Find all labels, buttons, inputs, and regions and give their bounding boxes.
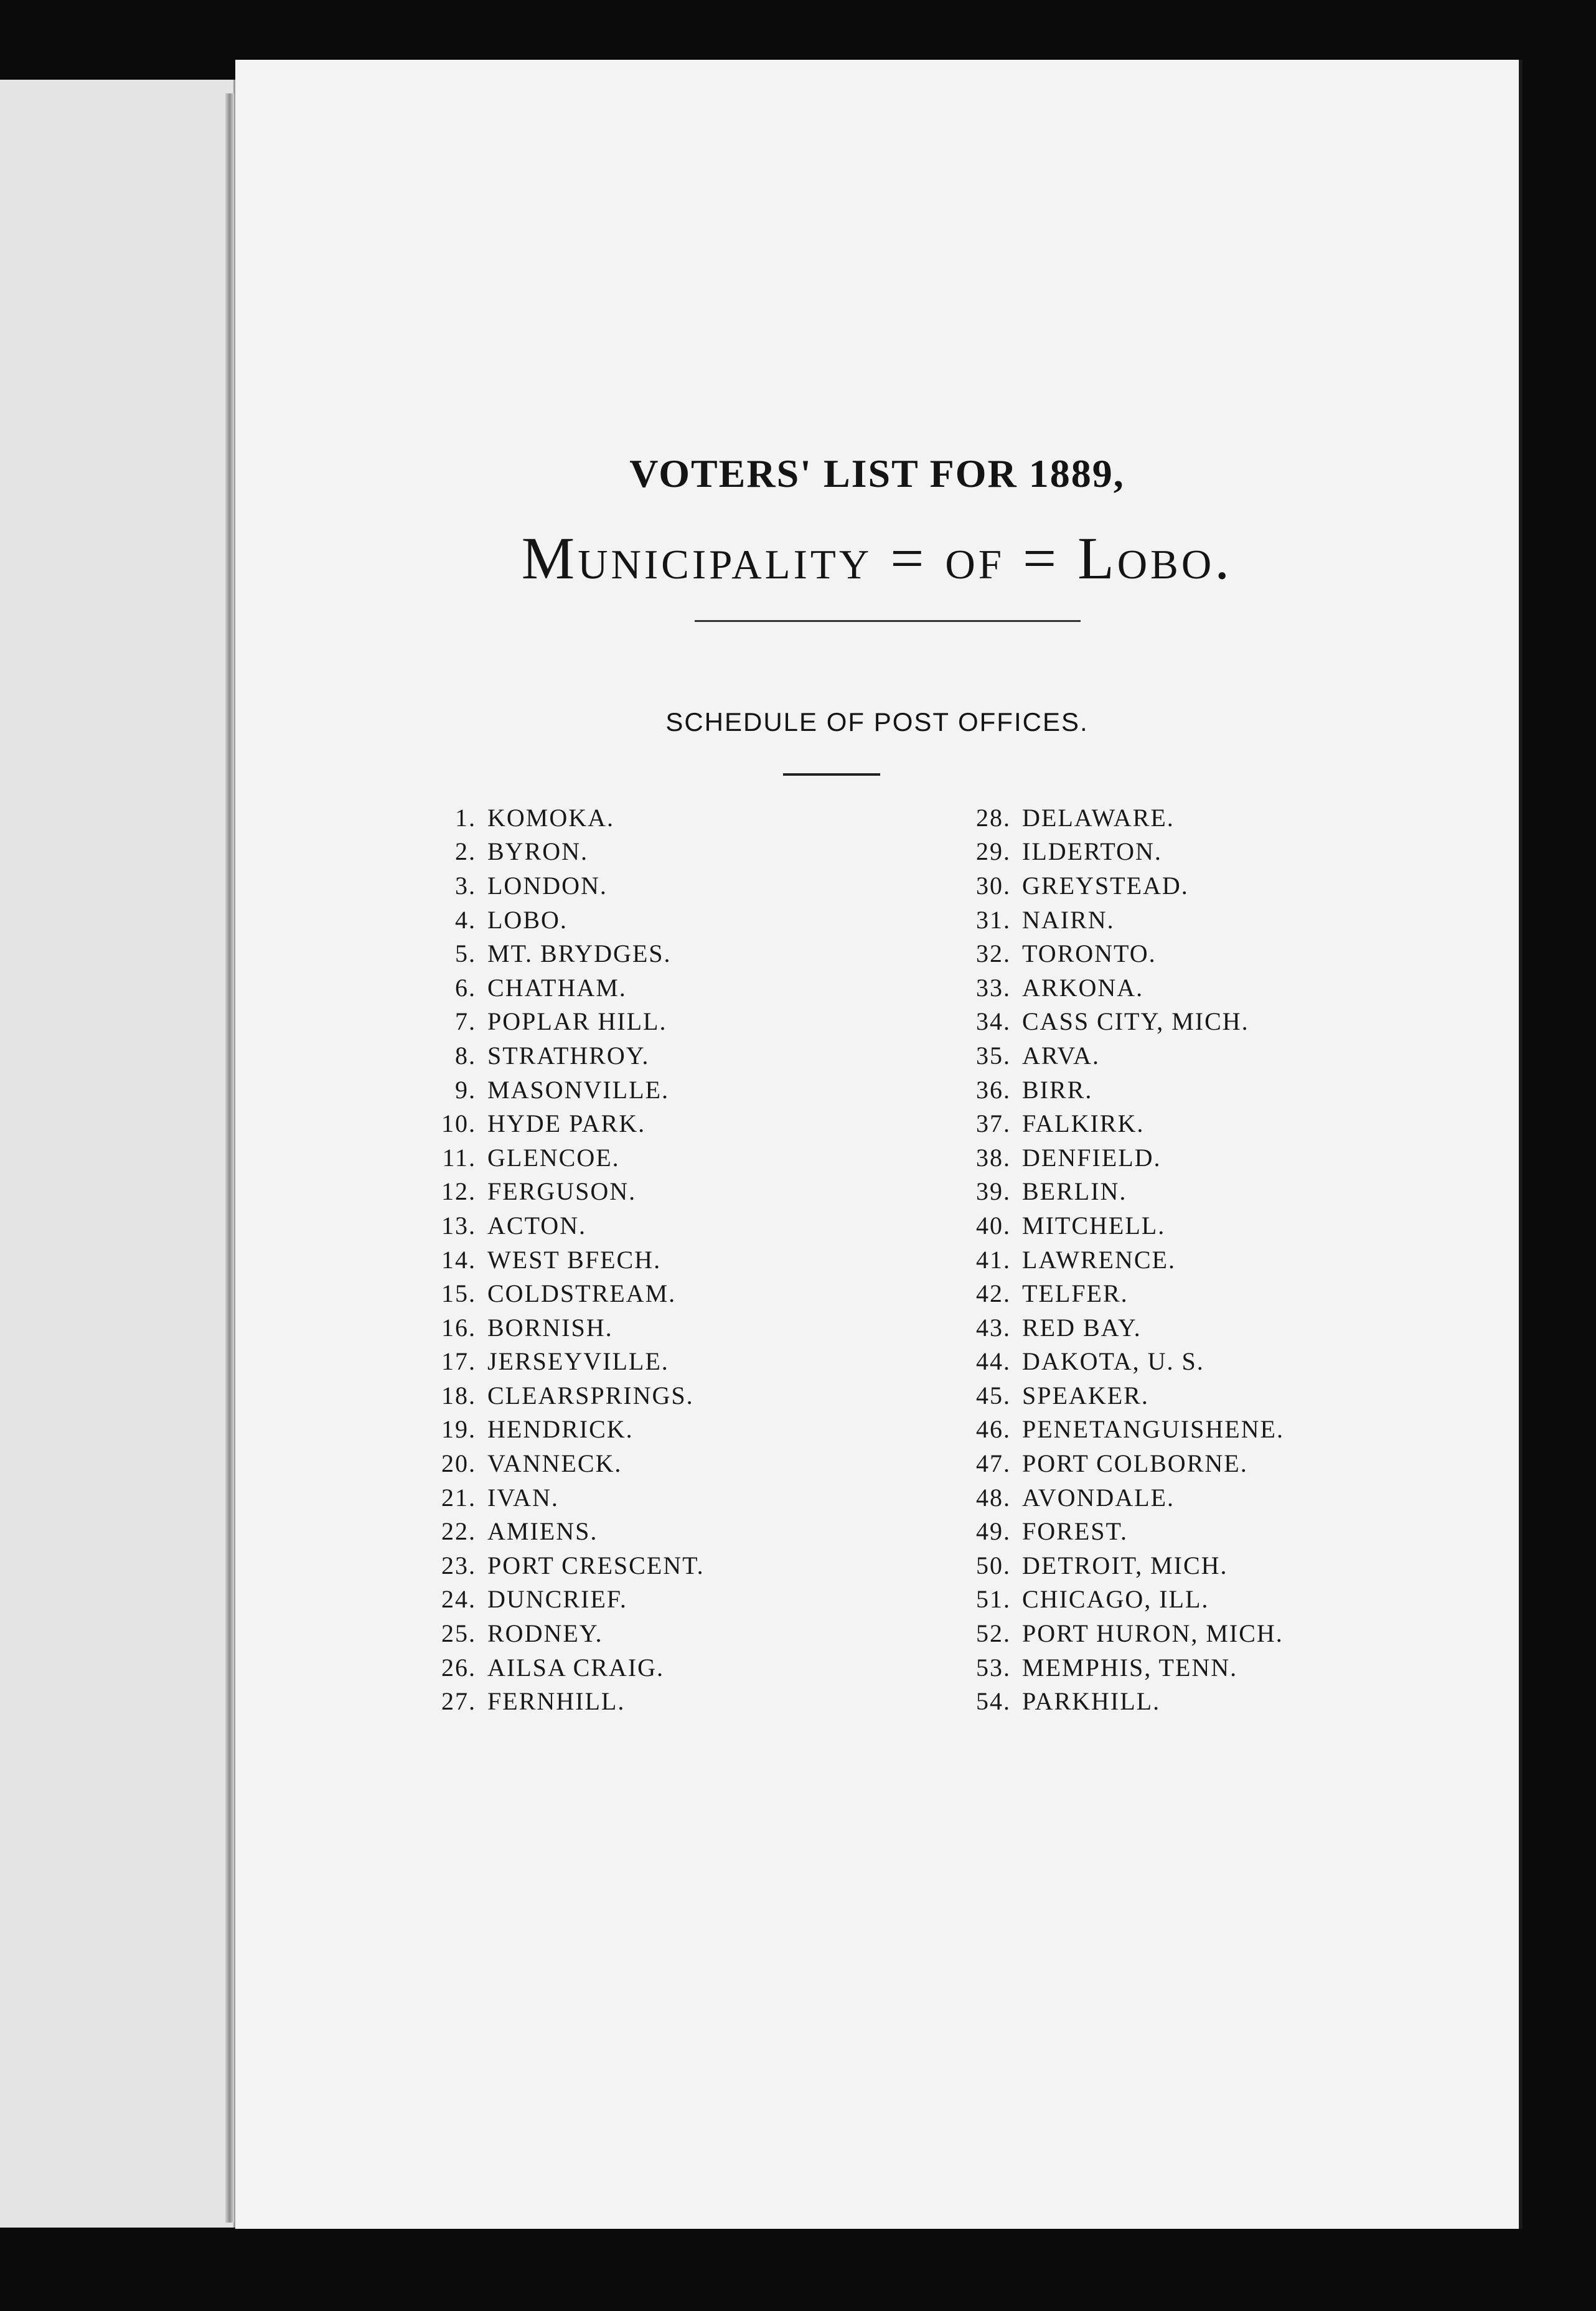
subtitle-rule [783,773,880,776]
post-office-name: NAIRN. [1022,905,1115,934]
post-office-number: 31. [976,905,1011,934]
post-office-number: 10. [441,1109,476,1138]
post-office-name: DETROIT, MICH. [1022,1551,1228,1579]
post-office-name: CLEARSPRINGS. [487,1381,694,1410]
post-office-item [425,1208,705,1243]
post-office-name: PARKHILL. [1022,1687,1161,1716]
post-office-number: 23. [441,1551,476,1579]
post-office-name: LONDON. [487,871,608,900]
post-office-name: DUNCRIEF. [487,1585,627,1614]
post-office-item [425,1175,705,1209]
post-office-item [957,1276,1284,1311]
post-office-name: DELAWARE. [1022,803,1175,832]
post-office-item [425,835,705,869]
post-office-item [425,1583,705,1617]
title-rule [695,620,1081,622]
post-office-number: 25. [441,1619,476,1648]
post-office-item [957,1243,1284,1277]
post-office-item [425,1276,705,1311]
post-office-number: 38. [976,1143,1011,1172]
post-office-item [425,1413,705,1447]
post-office-name: KOMOKA. [487,803,614,832]
post-office-number: 53. [976,1653,1011,1682]
post-office-number: 46. [976,1415,1011,1444]
post-office-item [957,1548,1284,1583]
post-office-item [957,1038,1284,1073]
post-office-number: 17. [441,1347,476,1376]
post-office-number: 6. [455,973,476,1002]
post-office-item [425,1005,705,1039]
post-office-name: LOBO. [487,905,568,934]
post-office-name: ACTON. [487,1211,587,1240]
post-office-name: ARVA. [1022,1041,1100,1070]
post-office-number: 26. [441,1653,476,1682]
post-office-name: BORNISH. [487,1313,613,1342]
post-office-item [425,1311,705,1345]
post-office-name: ARKONA. [1022,973,1144,1002]
post-office-item [957,1583,1284,1617]
post-office-number: 11. [442,1143,476,1172]
post-office-name: WEST BFECH. [487,1245,662,1274]
post-office-item [425,1038,705,1073]
post-office-item [425,936,705,971]
post-office-number: 35. [976,1041,1011,1070]
post-office-name: AMIENS. [487,1517,598,1546]
post-office-number: 51. [976,1585,1011,1614]
post-office-number: 4. [455,905,476,934]
post-office-item [957,1073,1284,1107]
post-office-number: 50. [976,1551,1011,1579]
post-office-item [425,1650,705,1685]
post-office-item [425,1616,705,1650]
post-office-number: 44. [976,1347,1011,1376]
book-spine [225,93,234,2223]
post-office-name: CASS CITY, MICH. [1022,1007,1249,1036]
post-office-name: HYDE PARK. [487,1109,646,1138]
post-office-item [957,1005,1284,1039]
post-office-number: 40. [976,1211,1011,1240]
post-office-number: 29. [976,837,1011,866]
post-office-name: TORONTO. [1022,939,1157,968]
post-office-name: DENFIELD. [1022,1143,1162,1172]
post-office-name: RED BAY. [1022,1313,1142,1342]
post-office-name: FOREST. [1022,1517,1128,1546]
post-office-name: BYRON. [487,837,589,866]
post-office-item [957,936,1284,971]
post-office-item [425,801,705,835]
post-office-name: POPLAR HILL. [487,1007,667,1036]
post-office-item [957,903,1284,937]
post-office-item [957,1684,1284,1718]
post-office-item [425,971,705,1005]
post-office-number: 5. [455,939,476,968]
post-office-name: PORT CRESCENT. [487,1551,705,1579]
post-office-list-right [957,801,1284,1718]
post-office-number: 52. [976,1619,1011,1648]
post-office-number: 27. [441,1687,476,1716]
post-office-name: MASONVILLE. [487,1075,669,1104]
facing-page [0,80,237,2228]
post-office-name: PENETANGUISHENE. [1022,1415,1284,1444]
post-office-item [957,1446,1284,1480]
post-office-number: 7. [455,1007,476,1036]
post-office-name: BIRR. [1022,1075,1093,1104]
post-office-name: VANNECK. [487,1449,622,1478]
post-office-item [957,1311,1284,1345]
post-office-item [425,1480,705,1515]
post-office-item [957,1480,1284,1515]
post-office-name: IVAN. [487,1483,559,1512]
post-office-name: FERGUSON. [487,1177,637,1206]
post-office-number: 49. [976,1517,1011,1546]
post-office-item [425,868,705,903]
post-office-item [957,1413,1284,1447]
post-office-number: 19. [441,1415,476,1444]
post-office-number: 42. [976,1279,1011,1308]
post-office-number: 14. [441,1245,476,1274]
post-office-item [425,1345,705,1379]
post-office-name: DAKOTA, U. S. [1022,1347,1204,1376]
post-office-name: AVONDALE. [1022,1483,1175,1512]
post-office-number: 8. [455,1041,476,1070]
post-office-name: HENDRICK. [487,1415,634,1444]
post-office-item [957,1378,1284,1413]
post-office-list-left [425,801,705,1718]
post-office-number: 34. [976,1007,1011,1036]
post-office-item [425,1106,705,1141]
post-office-name: JERSEYVILLE. [487,1347,669,1376]
post-office-number: 21. [441,1483,476,1512]
post-office-number: 39. [976,1177,1011,1206]
post-office-number: 47. [976,1449,1011,1478]
post-office-name: SPEAKER. [1022,1381,1149,1410]
post-office-item [957,1175,1284,1209]
post-office-name: TELFER. [1022,1279,1129,1308]
post-office-item [957,868,1284,903]
post-office-item [425,1684,705,1718]
post-office-number: 36. [976,1075,1011,1104]
post-office-number: 33. [976,973,1011,1002]
document-page [235,60,1523,2229]
post-office-name: FERNHILL. [487,1687,626,1716]
post-office-name: MITCHELL. [1022,1211,1166,1240]
post-office-item [425,1446,705,1480]
post-office-name: FALKIRK. [1022,1109,1145,1138]
post-office-item [425,1141,705,1175]
subtitle: SCHEDULE OF POST OFFICES. [665,707,1089,737]
post-office-number: 24. [441,1585,476,1614]
post-office-number: 20. [441,1449,476,1478]
post-office-number: 3. [455,871,476,900]
post-office-item [957,1650,1284,1685]
post-office-name: LAWRENCE. [1022,1245,1176,1274]
post-office-number: 28. [976,803,1011,832]
post-office-number: 43. [976,1313,1011,1342]
post-office-item [957,835,1284,869]
post-office-name: STRATHROY. [487,1041,650,1070]
post-office-item [957,1514,1284,1548]
post-office-name: CHATHAM. [487,973,627,1002]
post-office-number: 18. [441,1381,476,1410]
post-office-item [425,1243,705,1277]
post-office-item [957,1616,1284,1650]
post-office-number: 12. [441,1177,476,1206]
post-office-item [957,801,1284,835]
post-office-number: 1. [455,803,476,832]
post-office-name: BERLIN. [1022,1177,1127,1206]
post-office-name: AILSA CRAIG. [487,1653,665,1682]
post-office-item [425,1514,705,1548]
post-office-item [957,971,1284,1005]
post-office-number: 13. [441,1211,476,1240]
post-office-name: COLDSTREAM. [487,1279,677,1308]
post-office-name: ILDERTON. [1022,837,1162,866]
post-office-number: 2. [455,837,476,866]
title-line-2: Municipality = of = Lobo. [521,525,1233,591]
post-office-item [425,1073,705,1107]
post-office-number: 37. [976,1109,1011,1138]
post-office-item [425,903,705,937]
post-office-number: 45. [976,1381,1011,1410]
post-office-name: GREYSTEAD. [1022,871,1189,900]
post-office-number: 9. [455,1075,476,1104]
post-office-name: CHICAGO, ILL. [1022,1585,1209,1614]
post-office-name: GLENCOE. [487,1143,620,1172]
post-office-number: 16. [441,1313,476,1342]
post-office-number: 48. [976,1483,1011,1512]
post-office-item [957,1345,1284,1379]
post-office-item [425,1548,705,1583]
post-office-number: 30. [976,871,1011,900]
post-office-item [957,1208,1284,1243]
post-office-number: 54. [976,1687,1011,1716]
post-office-number: 41. [976,1245,1011,1274]
post-office-name: MEMPHIS, TENN. [1022,1653,1238,1682]
post-office-name: MT. BRYDGES. [487,939,672,968]
post-office-number: 22. [441,1517,476,1546]
post-office-item [957,1141,1284,1175]
post-office-number: 32. [976,939,1011,968]
post-office-name: PORT HURON, MICH. [1022,1619,1284,1648]
post-office-name: RODNEY. [487,1619,603,1648]
title-line-1: VOTERS' LIST FOR 1889, [629,451,1125,496]
post-office-item [957,1106,1284,1141]
post-office-name: PORT COLBORNE. [1022,1449,1248,1478]
post-office-item [425,1378,705,1413]
post-office-number: 15. [441,1279,476,1308]
